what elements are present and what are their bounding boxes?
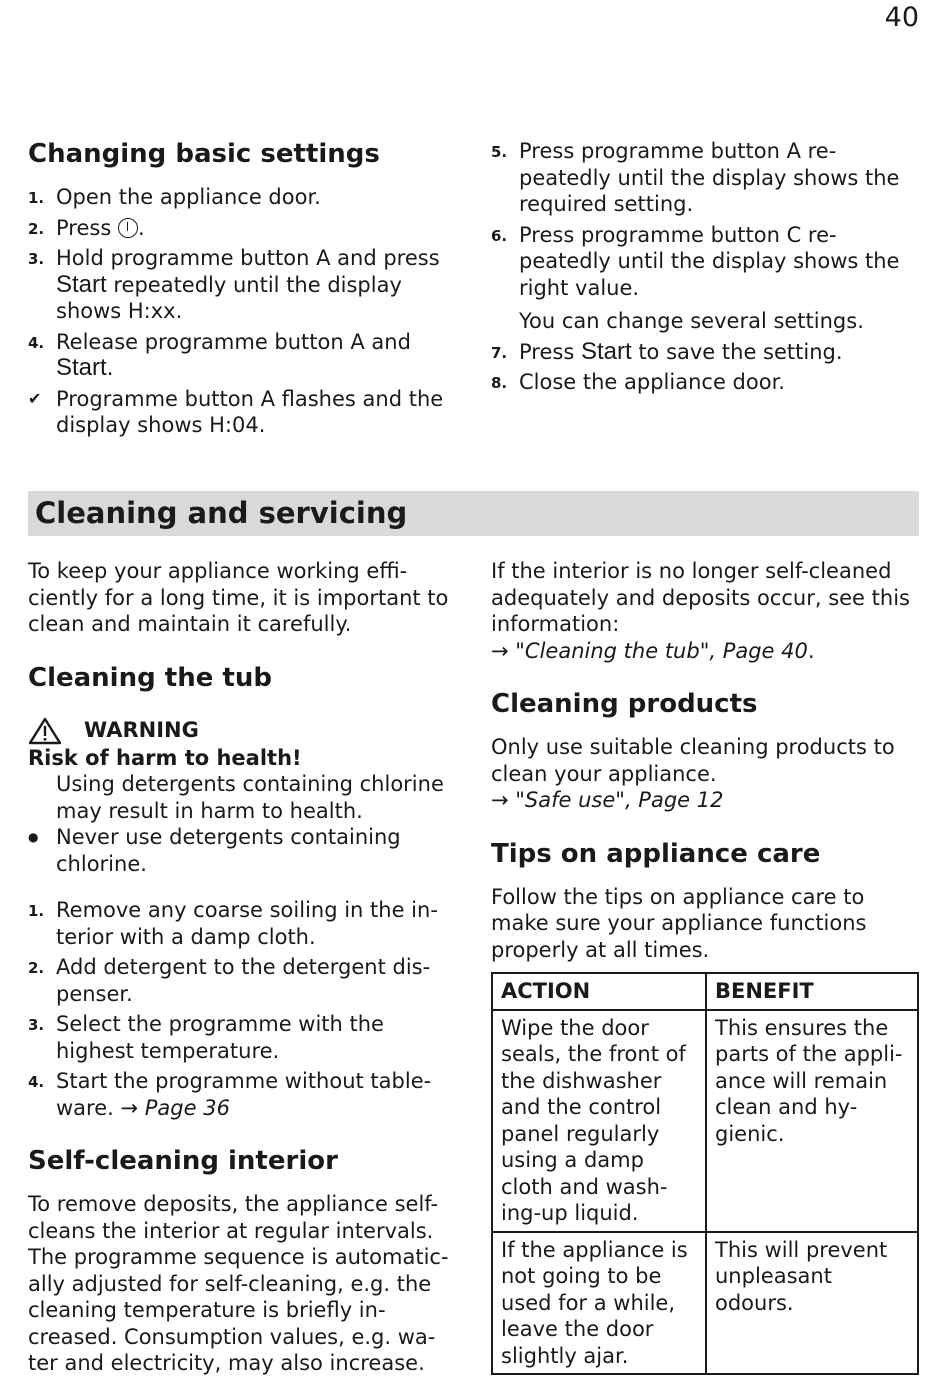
step-number: 1. xyxy=(28,902,45,920)
action-cell: Wipe the door seals, the front of the dishwasher and the control panel regularly using a damp cloth and wash-ing-up liquid. xyxy=(492,1010,706,1232)
step-text: Press programme button C re-peatedly until the display shows the right value. xyxy=(519,222,900,300)
list-item xyxy=(28,386,458,439)
step-number: 2. xyxy=(28,959,45,977)
table-row xyxy=(492,1232,918,1375)
step-number: 3. xyxy=(28,1016,45,1034)
action-cell: If the appliance is not going to be used for a while, leave the door slightly ajar. xyxy=(492,1232,706,1375)
cleaning-intro: To keep your appliance working effi-ciently for a long time, it is important to clean and maintain it carefully. xyxy=(28,559,449,636)
list-item xyxy=(28,184,458,211)
step-number: 5. xyxy=(491,143,508,161)
step-text: Select the programme with the highest temperature. xyxy=(56,1012,384,1063)
warning-label: WARNING xyxy=(84,718,199,743)
step-text: . xyxy=(137,215,145,240)
page-reference-link[interactable]: → Page 36 xyxy=(120,1095,230,1120)
self-cleaning-heading: Self-cleaning interior xyxy=(28,1146,338,1176)
step-text: Release programme button A and xyxy=(56,329,411,354)
cleaning-tub-heading: Cleaning the tub xyxy=(28,662,272,693)
step-text: repeatedly until the display shows H:xx. xyxy=(56,272,402,323)
warning-text: Using detergents containing chlorine may result in harm to health. xyxy=(56,772,444,823)
step-text: Press programme button A re-peatedly until the display shows the required setting. xyxy=(519,139,900,216)
table-row xyxy=(492,1010,918,1232)
basic-settings-heading: Changing basic settings xyxy=(28,139,380,169)
step-number: 8. xyxy=(491,374,508,392)
warning-risk: Risk of harm to health! xyxy=(28,745,302,770)
reference-line xyxy=(491,638,919,665)
step-text: Remove any coarse soiling in the in-terior with a damp cloth. xyxy=(56,898,438,949)
step-number: 3. xyxy=(28,250,45,268)
basic-settings-right xyxy=(491,138,919,396)
check-icon: ✔ xyxy=(28,388,42,408)
step-text: Hold programme button A and press xyxy=(56,246,440,270)
start-button-label: Start xyxy=(580,337,632,365)
list-item xyxy=(28,1011,458,1064)
step-text: to save the setting. xyxy=(631,339,843,364)
column-header-benefit: BENEFIT xyxy=(706,973,918,1010)
step-text: Start the programme without table-ware. xyxy=(56,1069,432,1120)
power-icon xyxy=(118,218,138,238)
benefit-cell: This will prevent unpleasant odours. xyxy=(706,1232,918,1375)
list-item xyxy=(28,897,458,950)
step-text: Close the appliance door. xyxy=(519,370,785,394)
warning-label-line xyxy=(28,717,458,745)
cleaning-tub-reference-link[interactable]: → "Cleaning the tub", Page 40 xyxy=(491,638,808,663)
list-item xyxy=(28,215,458,242)
warning-bullets xyxy=(28,824,458,877)
step-number: 4. xyxy=(28,1073,45,1091)
list-item xyxy=(491,369,919,396)
tips-text: Follow the tips on appliance care to make sure your appliance functions properly at all times. xyxy=(491,884,867,962)
result-text: Programme button A flashes and the display shows H:04. xyxy=(56,386,444,437)
benefit-cell: This ensures the parts of the appli-ance will remain clean and hy-gienic. xyxy=(706,1010,918,1232)
section-title: Cleaning and servicing xyxy=(35,496,408,530)
step-text: Press xyxy=(56,215,118,240)
step-text: Open the appliance door. xyxy=(56,185,321,209)
list-item: ● Never use detergents containing chlorine. xyxy=(28,824,458,877)
warning-block xyxy=(28,717,458,878)
table-header-row xyxy=(492,973,918,1010)
cleaning-products-heading: Cleaning products xyxy=(491,689,758,719)
cleaning-products-text: Only use suitable cleaning products to clean your appliance. xyxy=(491,735,895,786)
tips-heading: Tips on appliance care xyxy=(491,838,821,869)
basic-settings-left xyxy=(28,138,458,439)
step-text: . xyxy=(106,356,114,380)
page-number: 40 xyxy=(884,2,919,33)
basic-settings-steps xyxy=(28,184,458,439)
step-text: Press xyxy=(519,339,581,364)
list-item xyxy=(491,138,919,218)
basic-settings-steps-continued xyxy=(491,138,919,396)
list-item xyxy=(28,954,458,1007)
warning-triangle-icon xyxy=(28,717,62,745)
list-item xyxy=(491,339,919,366)
step-number: 4. xyxy=(28,333,45,352)
step-note: You can change several settings. xyxy=(519,309,864,333)
step-number: 7. xyxy=(491,343,508,362)
self-cleaning-text: To remove deposits, the appliance self-cleans the interior at regular intervals. The programme sequence is automatic-ally adjusted for self-cleaning, e.g. the cleaning temperature is briefly in-creased. Consumption values, e.g. wa-ter and electricity, may also increase. xyxy=(28,1192,449,1375)
start-button-label: Start xyxy=(56,354,107,381)
step-number: 2. xyxy=(28,219,45,238)
section-header xyxy=(28,491,919,536)
cleaning-left xyxy=(28,558,458,1377)
list-item xyxy=(28,1068,458,1121)
safe-use-reference-link[interactable]: → "Safe use", Page 12 xyxy=(491,788,724,812)
self-cleaning-continued: If the interior is no longer self-cleaned adequately and deposits occur, see this information: xyxy=(491,559,910,636)
column-header-action: ACTION xyxy=(492,973,706,1010)
reference-end: . xyxy=(807,638,815,663)
list-item xyxy=(28,245,458,325)
cleaning-right xyxy=(491,558,919,1375)
care-table xyxy=(491,972,919,1375)
step-text: Add detergent to the detergent dis-penser. xyxy=(56,955,431,1006)
cleaning-tub-steps xyxy=(28,897,458,1121)
list-item xyxy=(28,329,458,382)
start-button-label: Start xyxy=(56,270,107,298)
step-number: 6. xyxy=(491,226,508,245)
step-number: 1. xyxy=(28,189,45,207)
list-item xyxy=(491,222,919,335)
